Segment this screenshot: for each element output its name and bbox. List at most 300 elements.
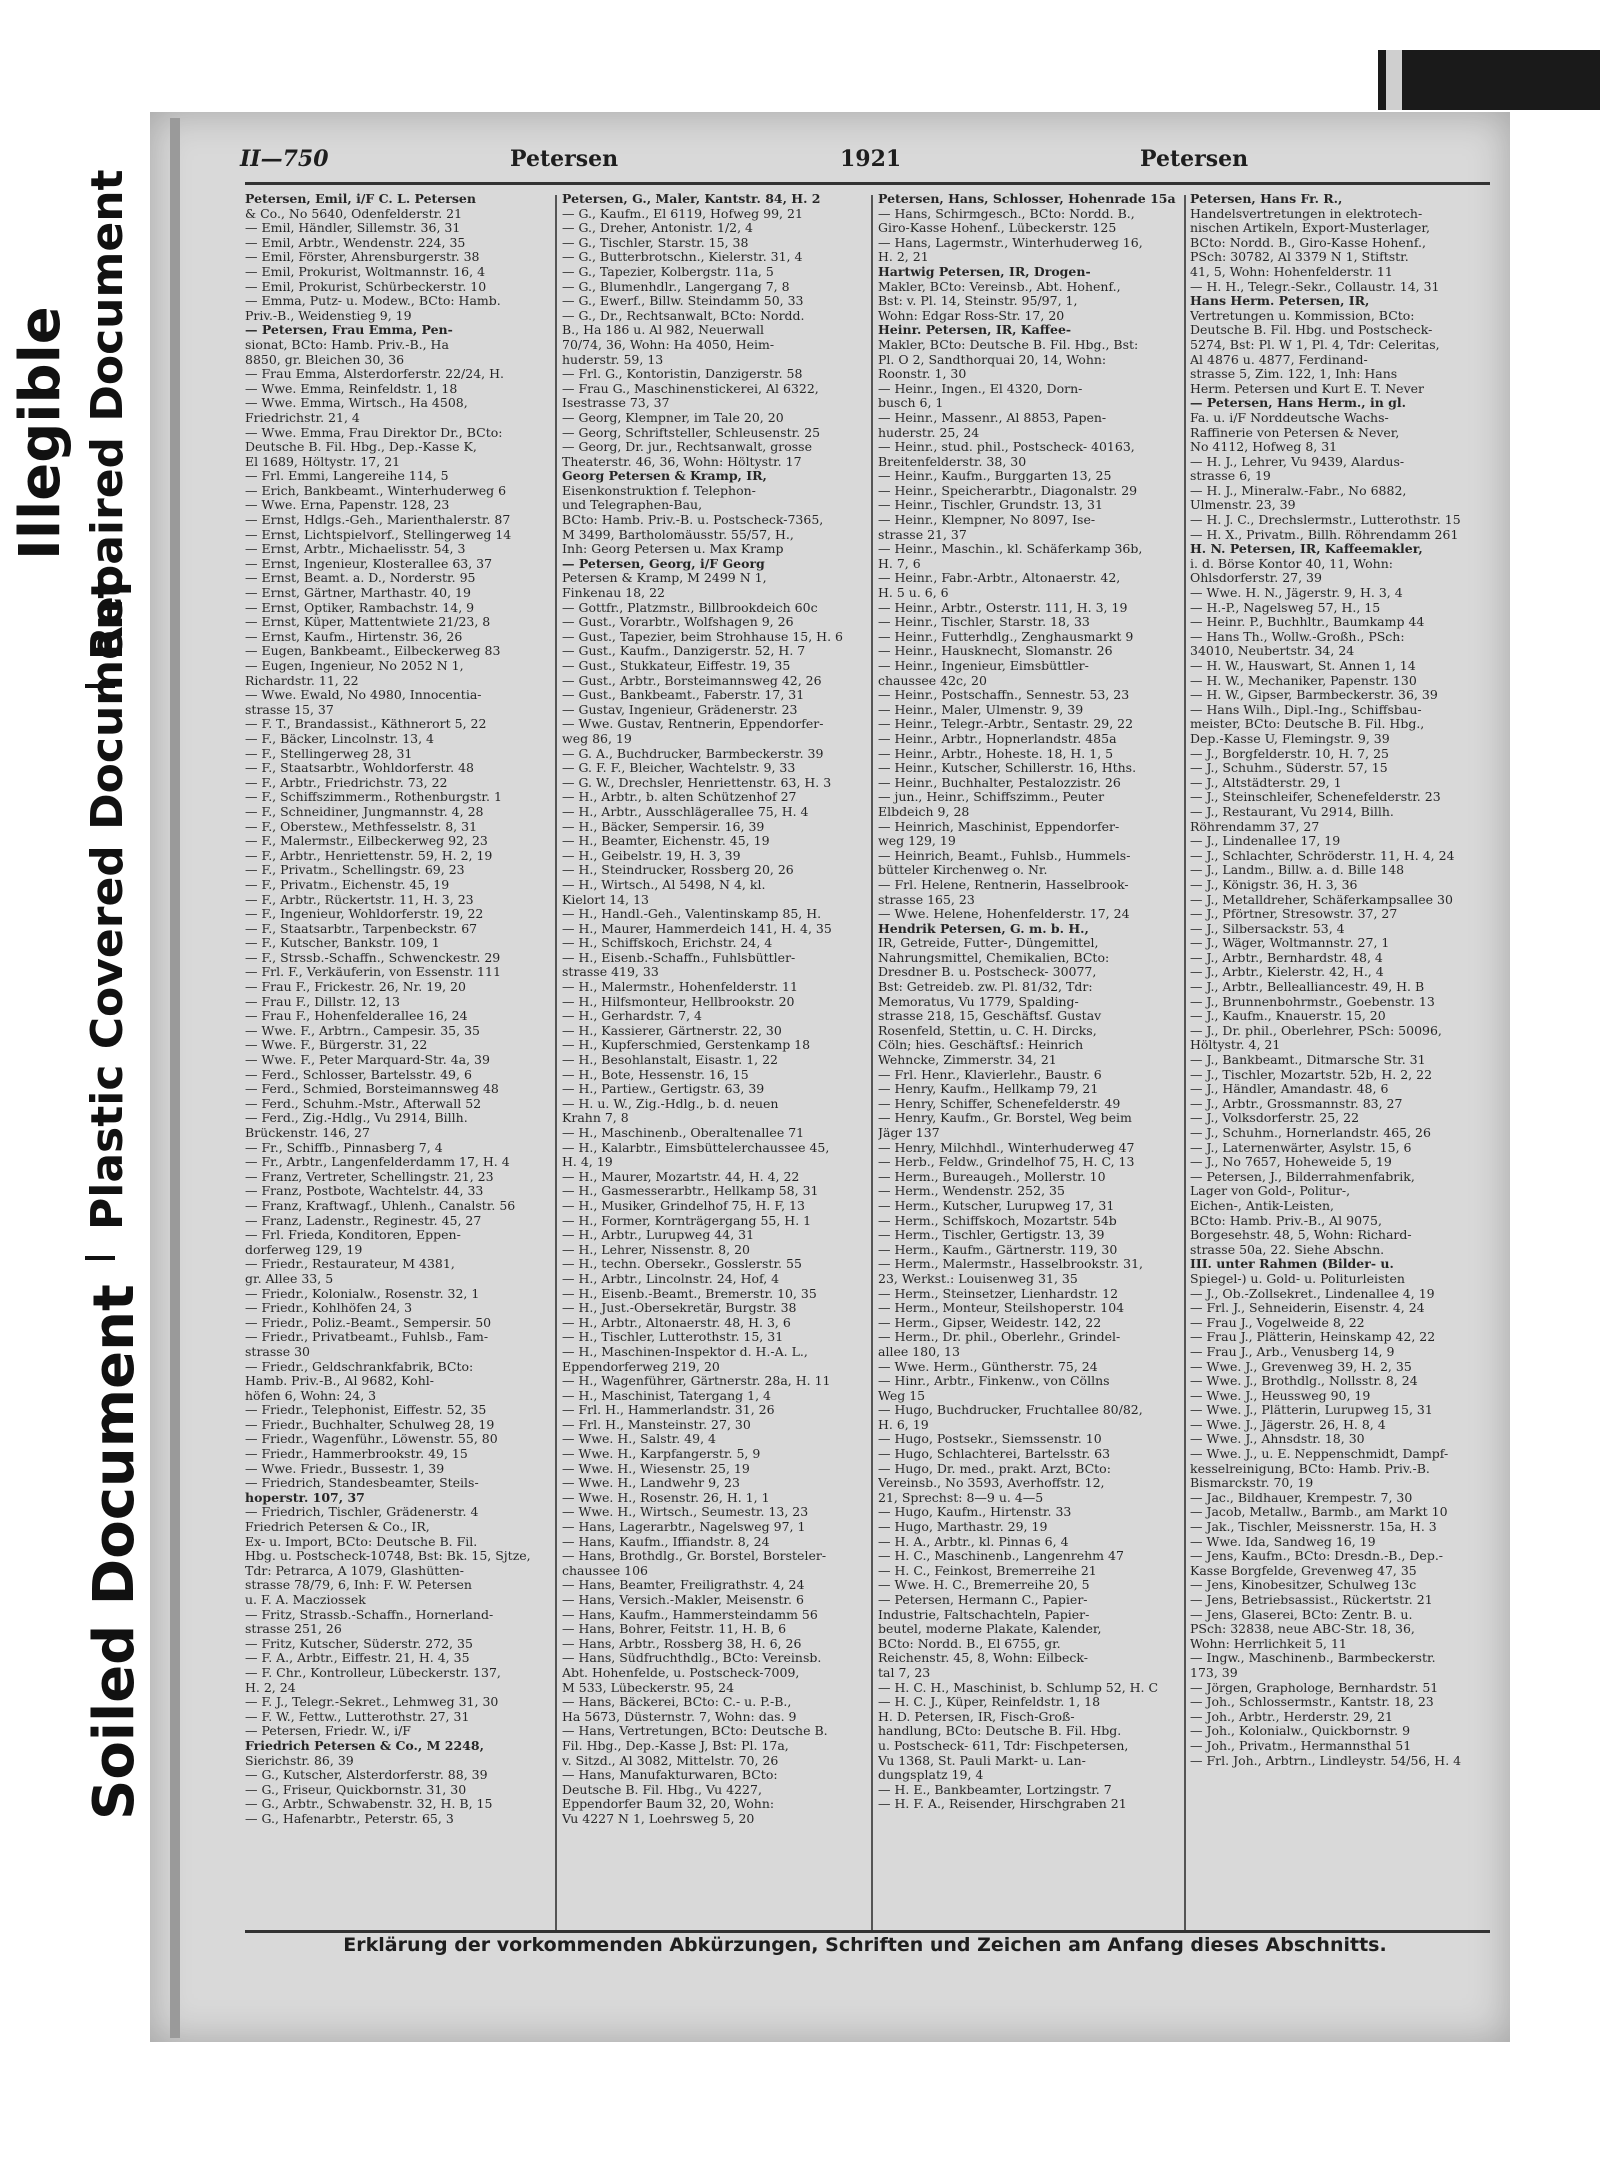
- directory-entry: — H. W., Gipser, Barmbeckerstr. 36, 39: [1190, 688, 1438, 703]
- directory-entry: — Heinr., Buchhalter, Pestalozzistr. 26: [878, 775, 1121, 790]
- directory-entry: — F., Schiffszimmerm., Rothenburgstr. 1: [245, 790, 502, 805]
- directory-entry: Fa. u. i/F Norddeutsche Wachs-: [1190, 410, 1389, 425]
- directory-entry: strasse 15, 37: [245, 702, 334, 717]
- directory-entry: — H., Arbtr., Lincolnstr. 24, Hof, 4: [562, 1271, 780, 1286]
- directory-entry: — Petersen, Hermann C., Papier-: [878, 1593, 1088, 1607]
- directory-entry: Ulmenstr. 23, 39: [1190, 498, 1296, 513]
- directory-entry: — G., Kaufm., El 6119, Hofweg 99, 21: [562, 206, 803, 221]
- directory-entry: — jun., Heinr., Schiffszimm., Peuter: [878, 790, 1105, 805]
- directory-entry: — H., Maschinenb., Oberaltenallee 71: [562, 1126, 805, 1140]
- directory-entry: — G., Butterbrotschn., Kielerstr. 31, 4: [562, 250, 803, 265]
- directory-entry: strasse 30: [245, 1344, 310, 1359]
- directory-entry: — Herm., Tischler, Gertigstr. 13, 39: [878, 1228, 1105, 1243]
- directory-entry: Deutsche B. Fil. Hbg., Vu 4227,: [562, 1782, 762, 1797]
- directory-entry: Deutsche B. Fil. Hbg., Dep.-Kasse K,: [245, 440, 477, 455]
- side-label-strip: [0, 0, 150, 2177]
- directory-entry: BCto: Hamb. Priv.-B. u. Postscheck-7365,: [562, 513, 824, 528]
- directory-entry: — J., Arbtr., Grossmannstr. 83, 27: [1190, 1096, 1403, 1111]
- directory-entry: — Frl. J., Sehneiderin, Eisenstr. 4, 24: [1190, 1301, 1425, 1316]
- directory-entry: Priv.-B., Weidenstieg 9, 19: [245, 308, 412, 323]
- directory-entry: — F., Bäcker, Lincolnstr. 13, 4: [245, 731, 434, 746]
- directory-entry: M 3499, Bartholomäusstr. 55/57, H.,: [562, 527, 794, 542]
- directory-entry: — Friedr., Restaurateur, M 4381,: [245, 1257, 455, 1272]
- directory-entry: — Franz, Kraftwagf., Uhlenh., Canalstr. 56: [245, 1198, 516, 1213]
- directory-entry: — Fr., Arbtr., Langenfelderdamm 17, H. 4: [245, 1155, 510, 1170]
- directory-entry: Wohn: Edgar Ross-Str. 17, 20: [878, 308, 1065, 323]
- directory-entry: strasse 50a, 22. Siehe Abschn.: [1190, 1242, 1385, 1257]
- directory-entry: — Heinr., Kaufm., Burggarten 13, 25: [878, 469, 1112, 484]
- directory-entry: Elbdeich 9, 28: [878, 804, 970, 819]
- directory-entry: — Heinr., Futterhdlg., Zenghausmarkt 9: [878, 629, 1134, 644]
- directory-entry: Bst: v. Pl. 14, Steinstr. 95/97, 1,: [878, 294, 1078, 309]
- column-divider: [555, 195, 557, 1930]
- directory-entry: Friedrichstr. 21, 4: [245, 410, 360, 425]
- directory-entry: — Wwe. J., Heussweg 90, 19: [1190, 1388, 1371, 1403]
- label-plastic-covered-document: Plastic Covered Document: [82, 577, 133, 1230]
- directory-entry: strasse 419, 33: [562, 965, 659, 980]
- directory-entry: — H., Gasmesserarbtr., Hellkamp 58, 31: [562, 1184, 819, 1199]
- directory-entry: — Jens, Glaserei, BCto: Zentr. B. u.: [1190, 1607, 1413, 1622]
- directory-entry: — Hugo, Schlachterei, Bartelsstr. 63: [878, 1447, 1111, 1462]
- directory-entry: — H., Kassierer, Gärtnerstr. 22, 30: [562, 1023, 782, 1038]
- directory-entry: — Frl. H., Mansteinstr. 27, 30: [562, 1417, 751, 1432]
- directory-entry: — J., Kaufm., Knauerstr. 15, 20: [1190, 1009, 1386, 1024]
- directory-entry: — H., Tischler, Lutterothstr. 15, 31: [562, 1330, 784, 1345]
- directory-entry: — F., Arbtr., Henriettenstr. 59, H. 2, 19: [245, 848, 493, 863]
- directory-entry: — Hans, Lagerarbtr., Nagelsweg 97, 1: [562, 1520, 806, 1535]
- directory-entry: — Hugo, Marthastr. 29, 19: [878, 1520, 1048, 1535]
- directory-entry: Kielort 14, 13: [562, 892, 649, 907]
- directory-entry: — J., Bankbeamt., Ditmarsche Str. 31: [1190, 1053, 1426, 1068]
- directory-entry: — Heinr., Arbtr., Osterstr. 111, H. 3, 19: [878, 600, 1128, 615]
- directory-entry: — F., Schneidiner, Jungmannstr. 4, 28: [245, 804, 484, 819]
- directory-entry: — H.-P., Nagelsweg 57, H., 15: [1190, 600, 1381, 615]
- directory-entry: — Frau J., Plätterin, Heinskamp 42, 22: [1190, 1330, 1436, 1345]
- directory-entry: — H., Lehrer, Nissenstr. 8, 20: [562, 1242, 750, 1257]
- directory-entry: — Hans, Beamter, Freiligrathstr. 4, 24: [562, 1578, 805, 1593]
- directory-entry: — Fr., Schiffb., Pinnasberg 7, 4: [245, 1140, 443, 1155]
- directory-entry: — H., Arbtr., Lurupweg 44, 31: [562, 1228, 755, 1243]
- directory-entry: H. 7, 6: [878, 556, 921, 571]
- directory-entry: — Heinr., Postschaffn., Sennestr. 53, 23: [878, 688, 1130, 703]
- directory-entry: — J., Wäger, Woltmannstr. 27, 1: [1190, 936, 1390, 951]
- directory-entry: 41, 5, Wohn: Hohenfelderstr. 11: [1190, 264, 1393, 279]
- directory-entry: — H., Besohlanstalt, Eisastr. 1, 22: [562, 1053, 779, 1068]
- directory-entry: tal 7, 23: [878, 1665, 931, 1680]
- directory-entry: — Hugo, Postsekr., Siemssenstr. 10: [878, 1432, 1102, 1447]
- directory-entry: — Ernst, Lichtspielvorf., Stellingerweg 14: [245, 527, 512, 542]
- directory-entry: — Gust., Vorarbtr., Wolfshagen 9, 26: [562, 615, 794, 630]
- directory-entry: — Hans, Schirmgesch., BCto: Nordd. B.,: [878, 206, 1135, 221]
- directory-entry: — G., Arbtr., Schwabenstr. 32, H. B, 15: [245, 1797, 493, 1812]
- directory-entry: — Frl. F., Verkäuferin, von Essenstr. 111: [245, 965, 501, 980]
- directory-entry: Röhrendamm 37, 27: [1190, 819, 1320, 834]
- directory-entry: — F., Kutscher, Bankstr. 109, 1: [245, 936, 440, 951]
- directory-entry: dorferweg 129, 19: [245, 1242, 363, 1257]
- directory-entry: — Ernst, Küper, Mattentwiete 21/23, 8: [245, 615, 491, 630]
- directory-entry: — Heinr., Klempner, No 8097, Ise-: [878, 513, 1096, 528]
- scan-edge-highlight: [1386, 50, 1402, 110]
- directory-entry: Bst: Getreideb. zw. Pl. 81/32, Tdr:: [878, 980, 1093, 995]
- directory-entry: — Herm., Steinsetzer, Lienhardstr. 12: [878, 1286, 1119, 1301]
- directory-entry: — Gust., Arbtr., Borsteimannsweg 42, 26: [562, 673, 822, 688]
- directory-entry: Kasse Borgfelde, Grevenweg 47, 35: [1190, 1563, 1417, 1578]
- directory-entry: — Hugo, Buchdrucker, Fruchtallee 80/82,: [878, 1403, 1143, 1418]
- directory-entry: Hendrik Petersen, G. m. b. H.,: [878, 921, 1089, 936]
- directory-entry: — Wwe. Friedr., Bussestr. 1, 39: [245, 1461, 445, 1476]
- directory-entry: kesselreinigung, BCto: Hamb. Priv.-B.: [1190, 1461, 1430, 1476]
- directory-entry: — Heinr., Maschin., kl. Schäferkamp 36b,: [878, 542, 1143, 557]
- directory-entry: — J., Silbersackstr. 53, 4: [1190, 921, 1345, 936]
- directory-entry: — Henry, Milchhdl., Winterhuderweg 47: [878, 1140, 1135, 1155]
- directory-entry: i. d. Börse Kontor 40, 11, Wohn:: [1190, 556, 1393, 571]
- directory-entry: — Jörgen, Graphologe, Bernhardstr. 51: [1190, 1680, 1439, 1695]
- directory-entry: — Petersen, Hans Herm., in gl.: [1190, 396, 1407, 411]
- directory-entry: — Franz, Ladenstr., Reginestr. 45, 27: [245, 1213, 482, 1228]
- directory-entry: — Wwe. Erna, Papenstr. 128, 23: [245, 498, 450, 513]
- directory-column-2: [562, 192, 862, 1927]
- directory-entry: dungsplatz 19, 4: [878, 1768, 984, 1783]
- directory-entry: Hartwig Petersen, IR, Drogen-: [878, 264, 1091, 279]
- directory-entry: — F., Arbtr., Rückertstr. 11, H. 3, 23: [245, 892, 474, 907]
- header-right-name: Petersen: [1140, 146, 1249, 172]
- directory-entry: — J., Volksdorferstr. 25, 22: [1190, 1111, 1360, 1126]
- directory-entry: — H. X., Privatm., Billh. Röhrendamm 261: [1190, 527, 1459, 542]
- directory-entry: — H. C. H., Maschinist, b. Schlump 52, H. C: [878, 1680, 1159, 1695]
- directory-entry: — Herm., Schiffskoch, Mozartstr. 54b: [878, 1213, 1117, 1228]
- directory-entry: Petersen, Hans, Schlosser, Hohenrade 15a: [878, 192, 1176, 206]
- directory-entry: — Hans, Bohrer, Feitstr. 11, H. B, 6: [562, 1622, 787, 1637]
- directory-entry: & Co., No 5640, Odenfelderstr. 21: [245, 206, 463, 221]
- directory-entry: allee 180, 13: [878, 1344, 960, 1359]
- directory-entry: — F., Stellingerweg 28, 31: [245, 746, 413, 761]
- directory-entry: Memoratus, Vu 1779, Spalding-: [878, 994, 1079, 1009]
- directory-entry: Dresdner B. u. Postscheck- 30077,: [878, 965, 1097, 980]
- directory-entry: BCto: Hamb. Priv.-B., Al 9075,: [1190, 1213, 1382, 1228]
- directory-entry: Cöln; hies. Geschäftsf.: Heinrich: [878, 1038, 1084, 1053]
- directory-entry: chaussee 106: [562, 1563, 649, 1578]
- directory-entry: — H., Former, Kornträgergang 55, H. 1: [562, 1213, 812, 1228]
- directory-entry: PSch: 30782, Al 3379 N 1, Stiftstr.: [1190, 250, 1409, 265]
- directory-entry: Ex- u. Import, BCto: Deutsche B. Fil.: [245, 1534, 478, 1549]
- directory-entry: — H. J. C., Drechslermstr., Lutterothstr. 15: [1190, 513, 1461, 528]
- directory-entry: — F. T., Brandassist., Käthnerort 5, 22: [245, 717, 487, 732]
- directory-entry: — Frl. H., Hammerlandstr. 31, 26: [562, 1403, 775, 1418]
- directory-entry: — Ernst, Ingenieur, Klosterallee 63, 37: [245, 556, 493, 571]
- directory-entry: — Gust., Tapezier, beim Strohhause 15, H. 6: [562, 629, 843, 644]
- directory-entry: — H., Maurer, Hammerdeich 141, H. 4, 35: [562, 921, 832, 936]
- directory-entry: Vu 4227 N 1, Loehrsweg 5, 20: [562, 1811, 755, 1826]
- directory-entry: — H. H., Telegr.-Sekr., Collaustr. 14, 31: [1190, 279, 1440, 294]
- directory-entry: — Hans, Vertretungen, BCto: Deutsche B.: [562, 1724, 828, 1739]
- directory-entry: — Wwe. J., u. E. Neppenschmidt, Dampf-: [1190, 1447, 1449, 1462]
- directory-entry: — Joh., Arbtr., Herderstr. 29, 21: [1190, 1709, 1393, 1724]
- directory-entry: — Jens, Betriebsassist., Rückertstr. 21: [1190, 1593, 1433, 1607]
- directory-entry: — J., Dr. phil., Oberlehrer, PSch: 50096,: [1190, 1023, 1442, 1038]
- directory-entry: 70/74, 36, Wohn: Ha 4050, Heim-: [562, 337, 775, 352]
- directory-entry: — F. Chr., Kontrolleur, Lübeckerstr. 137,: [245, 1665, 501, 1680]
- directory-entry: Hamb. Priv.-B., Al 9682, Kohl-: [245, 1374, 434, 1389]
- directory-entry: — Frl. Frieda, Konditoren, Eppen-: [245, 1228, 461, 1243]
- directory-entry: — Wwe. H., Wiesenstr. 25, 19: [562, 1461, 750, 1476]
- directory-entry: strasse 251, 26: [245, 1622, 342, 1637]
- directory-entry: — F., Strssb.-Schaffn., Schwenckestr. 29: [245, 950, 501, 965]
- directory-entry: H. 2, 21: [878, 250, 929, 265]
- directory-entry: — Joh., Schlossermstr., Kantstr. 18, 23: [1190, 1695, 1434, 1710]
- directory-entry: Hbg. u. Postscheck-10748, Bst: Bk. 15, Sjtze,: [245, 1549, 531, 1564]
- directory-entry: — H., Malermstr., Hohenfelderstr. 11: [562, 980, 798, 995]
- directory-entry: — Hans, Kaufm., Hammersteindamm 56: [562, 1607, 818, 1622]
- directory-entry: — F. W., Fettw., Lutterothstr. 27, 31: [245, 1709, 470, 1724]
- directory-entry: Abt. Hohenfelde, u. Postscheck-7009,: [562, 1665, 800, 1680]
- directory-entry: Friedrich Petersen & Co., IR,: [245, 1520, 430, 1535]
- directory-entry: — J., Schuhm., Süderstr. 57, 15: [1190, 761, 1388, 776]
- directory-entry: — H., Schiffskoch, Erichstr. 24, 4: [562, 936, 773, 951]
- directory-entry: — Jak., Tischler, Meissnerstr. 15a, H. 3: [1190, 1520, 1437, 1535]
- directory-entry: — F., Ingenieur, Wohldorferstr. 19, 22: [245, 907, 484, 922]
- directory-entry: — F., Staatsarbtr., Wohldorferstr. 48: [245, 761, 474, 776]
- directory-entry: — Henry, Kaufm., Gr. Borstel, Weg beim: [878, 1111, 1132, 1126]
- directory-entry: — J., Ob.-Zollsekret., Lindenallee 4, 19: [1190, 1286, 1435, 1301]
- directory-entry: — Frl. Helene, Rentnerin, Hasselbrook-: [878, 877, 1129, 892]
- directory-entry: — F., Staatsarbtr., Tarpenbeckstr. 67: [245, 921, 478, 936]
- directory-entry: — Wwe. Gustav, Rentnerin, Eppendorfer-: [562, 717, 824, 732]
- directory-entry: Petersen, G., Maler, Kantstr. 84, H. 2: [562, 192, 821, 206]
- directory-entry: — J., Schuhm., Hornerlandstr. 465, 26: [1190, 1126, 1431, 1140]
- directory-entry: Pl. O 2, Sandthorquai 20, 14, Wohn:: [878, 352, 1107, 367]
- directory-entry: — H. C. J., Küper, Reinfeldstr. 1, 18: [878, 1695, 1101, 1710]
- directory-entry: — G. A., Buchdrucker, Barmbeckerstr. 39: [562, 746, 824, 761]
- directory-entry: — H., Maschinen-Inspektor d. H.-A. L.,: [562, 1344, 808, 1359]
- directory-entry: — Ernst, Hdlgs.-Geh., Marienthalerstr. 87: [245, 513, 511, 528]
- directory-entry: Al 4876 u. 4877, Ferdinand-: [1190, 352, 1368, 367]
- directory-entry: Bismarckstr. 70, 19: [1190, 1476, 1314, 1491]
- directory-entry: — Wwe. F., Arbtrn., Campesir. 35, 35: [245, 1023, 480, 1038]
- directory-entry: — Joh., Kolonialw., Quickbornstr. 9: [1190, 1724, 1411, 1739]
- directory-entry: — Eugen, Bankbeamt., Eilbeckerweg 83: [245, 644, 501, 659]
- directory-entry: — Friedrich, Standesbeamter, Steils-: [245, 1476, 479, 1491]
- directory-entry: — J., Arbtr., Bernhardstr. 48, 4: [1190, 950, 1383, 965]
- directory-entry: — H., Partiew., Gertigstr. 63, 39: [562, 1082, 765, 1097]
- directory-entry: IR, Getreide, Futter-, Düngemittel,: [878, 936, 1099, 951]
- directory-entry: — J., Landm., Billw. a. d. Bille 148: [1190, 863, 1405, 878]
- directory-entry: Dep.-Kasse U, Flemingstr. 9, 39: [1190, 731, 1390, 746]
- directory-entry: — Friedr., Telephonist, Eiffestr. 52, 35: [245, 1403, 487, 1418]
- separator-bar: [85, 1256, 115, 1260]
- directory-entry: — Hans, Manufakturwaren, BCto:: [562, 1768, 778, 1783]
- directory-entry: — Georg, Dr. jur., Rechtsanwalt, grosse: [562, 440, 812, 455]
- directory-entry: Roonstr. 1, 30: [878, 367, 967, 382]
- directory-entry: — J., Laternenwärter, Asylstr. 15, 6: [1190, 1140, 1412, 1155]
- directory-entry: — F., Privatm., Eichenstr. 45, 19: [245, 877, 450, 892]
- directory-entry: huderstr. 25, 24: [878, 425, 980, 440]
- directory-entry: — Friedr., Buchhalter, Schulweg 28, 19: [245, 1417, 495, 1432]
- directory-entry: — H. J., Mineralw.-Fabr., No 6882,: [1190, 483, 1407, 498]
- directory-entry: Eppendorferweg 219, 20: [562, 1359, 720, 1374]
- directory-entry: Eppendorfer Baum 32, 20, Wohn:: [562, 1797, 775, 1812]
- directory-entry: El 1689, Höltystr. 17, 21: [245, 454, 401, 469]
- directory-entry: — Emil, Arbtr., Wendenstr. 224, 35: [245, 235, 466, 250]
- directory-entry: — Ernst, Arbtr., Michaelisstr. 54, 3: [245, 542, 466, 557]
- directory-entry: Hans Herm. Petersen, IR,: [1190, 294, 1370, 309]
- directory-entry: — H., techn. Obersekr., Gosslerstr. 55: [562, 1257, 802, 1272]
- directory-entry: — Heinr., Arbtr., Hopnerlandstr. 485a: [878, 731, 1117, 746]
- label-repaired-document: Repaired Document: [82, 169, 133, 660]
- directory-entry: — Friedr., Hammerbrookstr. 49, 15: [245, 1447, 468, 1462]
- directory-entry: — J., Arbtr., Bellealliancestr. 49, H. B: [1190, 980, 1425, 995]
- directory-entry: handlung, BCto: Deutsche B. Fil. Hbg.: [878, 1724, 1122, 1739]
- directory-entry: — H., Musiker, Grindelhof 75, H. F, 13: [562, 1198, 805, 1213]
- directory-entry: — H., Eisenb.-Beamt., Bremerstr. 10, 35: [562, 1286, 817, 1301]
- directory-entry: — Heinr., Tischler, Starstr. 18, 33: [878, 615, 1090, 630]
- directory-entry: — H. F. A., Reisender, Hirschgraben 21: [878, 1797, 1127, 1812]
- directory-entry: Eisenkonstruktion f. Telephon-: [562, 483, 756, 498]
- directory-entry: Heinr. Petersen, IR, Kaffee-: [878, 323, 1072, 338]
- directory-entry: — H., Arbtr., b. alten Schützenhof 27: [562, 790, 797, 805]
- directory-entry: — H. C., Maschinenb., Langenrehm 47: [878, 1549, 1124, 1564]
- directory-entry: strasse 78/79, 6, Inh: F. W. Petersen: [245, 1578, 472, 1593]
- directory-entry: — H., Steindrucker, Rossberg 20, 26: [562, 863, 794, 878]
- directory-entry: — Wwe. J., Jägerstr. 26, H. 8, 4: [1190, 1417, 1386, 1432]
- directory-entry: — Herm., Kaufm., Gärtnerstr. 119, 30: [878, 1242, 1118, 1257]
- directory-column-4: [1190, 192, 1490, 1927]
- directory-entry: Makler, BCto: Vereinsb., Abt. Hohenf.,: [878, 279, 1121, 294]
- directory-entry: — Jens, Kinobesitzer, Schulweg 13c: [1190, 1578, 1417, 1593]
- directory-entry: — G., Hafenarbtr., Peterstr. 65, 3: [245, 1811, 454, 1826]
- directory-entry: — Frau F., Hohenfelderallee 16, 24: [245, 1009, 468, 1024]
- directory-entry: — Wwe. H., Karpfangerstr. 5, 9: [562, 1447, 761, 1462]
- directory-entry: — G. F. F., Bleicher, Wachtelstr. 9, 33: [562, 761, 796, 776]
- page-header: [240, 140, 1490, 180]
- directory-entry: No 4112, Hofweg 8, 31: [1190, 440, 1338, 455]
- directory-entry: — Friedrich, Tischler, Grädenerstr. 4: [245, 1505, 479, 1520]
- directory-entry: — Wwe. Ewald, No 4980, Innocentia-: [245, 688, 482, 703]
- directory-entry: — Petersen, Friedr. W., i/F: [245, 1724, 411, 1739]
- directory-entry: — Wwe. Helene, Hohenfelderstr. 17, 24: [878, 907, 1130, 922]
- directory-entry: Inh: Georg Petersen u. Max Kramp: [562, 542, 784, 557]
- directory-entry: Borgesehstr. 48, 5, Wohn: Richard-: [1190, 1228, 1412, 1243]
- directory-entry: nischen Artikeln, Export-Musterlager,: [1190, 221, 1430, 236]
- directory-entry: — J., Händler, Amandastr. 48, 6: [1190, 1082, 1389, 1097]
- directory-entry: Vereinsb., No 3593, Averhoffstr. 12,: [878, 1476, 1105, 1491]
- directory-entry: — Heinr., Kutscher, Schillerstr. 16, Hths.: [878, 761, 1137, 776]
- directory-entry: Reichenstr. 45, 8, Wohn: Eilbeck-: [878, 1651, 1088, 1666]
- directory-entry: 23, Werkst.: Louisenweg 31, 35: [878, 1271, 1078, 1286]
- directory-entry: — H. J., Lehrer, Vu 9439, Alardus-: [1190, 454, 1405, 469]
- directory-entry: Petersen, Emil, i/F C. L. Petersen: [245, 192, 476, 206]
- directory-entry: — J., Restaurant, Vu 2914, Billh.: [1190, 804, 1394, 819]
- directory-entry: — Wwe. Herm., Güntherstr. 75, 24: [878, 1359, 1098, 1374]
- directory-entry: — Hans, Lagermstr., Winterhuderweg 16,: [878, 235, 1143, 250]
- directory-entry: — Hans, Versich.-Makler, Meisenstr. 6: [562, 1593, 804, 1607]
- directory-entry: — J., Steinschleifer, Schenefelderstr. 23: [1190, 790, 1441, 805]
- directory-entry: — Hinr., Arbtr., Finkenw., von Cöllns: [878, 1374, 1110, 1389]
- directory-entry: — F., Arbtr., Friedrichstr. 73, 22: [245, 775, 448, 790]
- directory-entry: — G., Blumenhdlr., Langergang 7, 8: [562, 279, 790, 294]
- directory-entry: huderstr. 59, 13: [562, 352, 664, 367]
- directory-entry: sionat, BCto: Hamb. Priv.-B., Ha: [245, 337, 449, 352]
- directory-entry: — Wwe. H., Salstr. 49, 4: [562, 1432, 716, 1447]
- directory-entry: strasse 6, 19: [1190, 469, 1271, 484]
- directory-entry: — H., Beamter, Eichenstr. 45, 19: [562, 834, 770, 849]
- directory-entry: — Herb., Feldw., Grindelhof 75, H. C, 13: [878, 1155, 1135, 1170]
- directory-entry: u. Postscheck- 611, Tdr: Fischpetersen,: [878, 1738, 1129, 1753]
- directory-entry: — Heinr., Ingenieur, Eimsbüttler-: [878, 659, 1089, 673]
- directory-entry: — Heinr., Speicherarbtr., Diagonalstr. 29: [878, 483, 1138, 498]
- directory-column-1: [245, 192, 545, 1927]
- directory-entry: — Friedr., Geldschrankfabrik, BCto:: [245, 1359, 474, 1374]
- directory-entry: H. 2, 24: [245, 1680, 296, 1695]
- directory-entry: — H., Kupferschmied, Gerstenkamp 18: [562, 1038, 811, 1053]
- directory-entry: — Wwe. J., Plätterin, Lurupweg 15, 31: [1190, 1403, 1433, 1418]
- directory-entry: Industrie, Faltschachteln, Papier-: [878, 1607, 1090, 1622]
- directory-entry: — Herm., Malermstr., Hasselbrookstr. 31,: [878, 1257, 1144, 1272]
- directory-entry: — Gustav, Ingenieur, Grädenerstr. 23: [562, 702, 798, 717]
- directory-entry: — H. C., Feinkost, Bremerreihe 21: [878, 1563, 1097, 1578]
- directory-entry: — Gust., Stukkateur, Eiffestr. 19, 35: [562, 659, 791, 673]
- directory-entry: strasse 5, Zim. 122, 1, Inh: Hans: [1190, 367, 1398, 382]
- directory-entry: — H., Hilfsmonteur, Hellbrookstr. 20: [562, 994, 795, 1009]
- directory-entry: — Ingw., Maschinenb., Barmbeckerstr.: [1190, 1651, 1436, 1666]
- directory-entry: Deutsche B. Fil. Hbg. und Postscheck-: [1190, 323, 1433, 338]
- directory-entry: — J., Tischler, Mozartstr. 52b, H. 2, 22: [1190, 1067, 1433, 1082]
- directory-entry: BCto: Nordd. B., El 6755, gr.: [878, 1636, 1061, 1651]
- directory-entry: meister, BCto: Deutsche B. Fil. Hbg.,: [1190, 717, 1425, 732]
- directory-entry: Georg Petersen & Kramp, IR,: [562, 469, 767, 484]
- directory-entry: — J., Borgfelderstr. 10, H. 7, 25: [1190, 746, 1390, 761]
- directory-entry: — H., Kalarbtr., Eimsbüttelerchaussee 45,: [562, 1140, 830, 1155]
- directory-entry: u. F. A. Macziossek: [245, 1593, 366, 1607]
- directory-entry: — Herm., Gipser, Weidestr. 142, 22: [878, 1315, 1102, 1330]
- directory-entry: — Wwe. H., Rosenstr. 26, H. 1, 1: [562, 1490, 770, 1505]
- directory-entry: Spiegel-) u. Gold- u. Politurleisten: [1190, 1271, 1405, 1286]
- directory-entry: Rosenfeld, Stettin, u. C. H. Dircks,: [878, 1023, 1097, 1038]
- directory-entry: — Heinr., Telegr.-Arbtr., Sentastr. 29, 22: [878, 717, 1134, 732]
- directory-entry: — Hans, Kaufm., Iffiandstr. 8, 24: [562, 1534, 770, 1549]
- directory-entry: — Petersen, J., Bilderrahmenfabrik,: [1190, 1169, 1415, 1184]
- directory-entry: — Heinr., Arbtr., Hoheste. 18, H. 1, 5: [878, 746, 1114, 761]
- directory-entry: — Ernst, Beamt. a. D., Norderstr. 95: [245, 571, 476, 586]
- directory-entry: Nahrungsmittel, Chemikalien, BCto:: [878, 950, 1110, 965]
- header-rule: [245, 182, 1490, 185]
- directory-entry: — Wwe. F., Peter Marquard-Str. 4a, 39: [245, 1053, 490, 1068]
- directory-entry: — Friedr., Poliz.-Beamt., Sempersir. 50: [245, 1315, 492, 1330]
- page-number: II—750: [240, 146, 329, 172]
- directory-entry: Makler, BCto: Deutsche B. Fil. Hbg., Bst:: [878, 337, 1139, 352]
- directory-entry: — Franz, Vertreter, Schellingstr. 21, 23: [245, 1169, 494, 1184]
- directory-entry: — Wwe. Emma, Reinfeldstr. 1, 18: [245, 381, 458, 396]
- directory-entry: Breitenfelderstr. 38, 30: [878, 454, 1027, 469]
- directory-entry: Petersen, Hans Fr. R.,: [1190, 192, 1343, 206]
- directory-entry: — Joh., Privatm., Hermannsthal 51: [1190, 1738, 1412, 1753]
- directory-entry: — H., Wirtsch., Al 5498, N 4, kl.: [562, 877, 766, 892]
- directory-entry: strasse 218, 15, Geschäftsf. Gustav: [878, 1009, 1102, 1024]
- directory-entry: — Hans, Südfruchthdlg., BCto: Vereinsb.: [562, 1651, 822, 1666]
- directory-entry: — J., Brunnenbohrmstr., Goebenstr. 13: [1190, 994, 1435, 1009]
- directory-entry: Vertretungen u. Kommission, BCto:: [1190, 308, 1415, 323]
- directory-entry: — J., Altstädterstr. 29, 1: [1190, 775, 1342, 790]
- directory-entry: — Hugo, Kaufm., Hirtenstr. 33: [878, 1505, 1072, 1520]
- directory-entry: — J., Schlachter, Schröderstr. 11, H. 4, 24: [1190, 848, 1455, 863]
- directory-entry: bütteler Kirchenweg o. Nr.: [878, 863, 1048, 878]
- directory-entry: — G., Tapezier, Kolbergstr. 11a, 5: [562, 264, 774, 279]
- directory-entry: — Wwe. H. C., Bremerreihe 20, 5: [878, 1578, 1090, 1593]
- directory-entry: — Heinr., Hausknecht, Slomanstr. 26: [878, 644, 1113, 659]
- directory-entry: — Hugo, Dr. med., prakt. Arzt, BCto:: [878, 1461, 1111, 1476]
- directory-entry: — Frl. G., Kontoristin, Danzigerstr. 58: [562, 367, 803, 382]
- directory-entry: — Friedr., Wagenführ., Löwenstr. 55, 80: [245, 1432, 498, 1447]
- directory-entry: — Wwe. J., Grevenweg 39, H. 2, 35: [1190, 1359, 1412, 1374]
